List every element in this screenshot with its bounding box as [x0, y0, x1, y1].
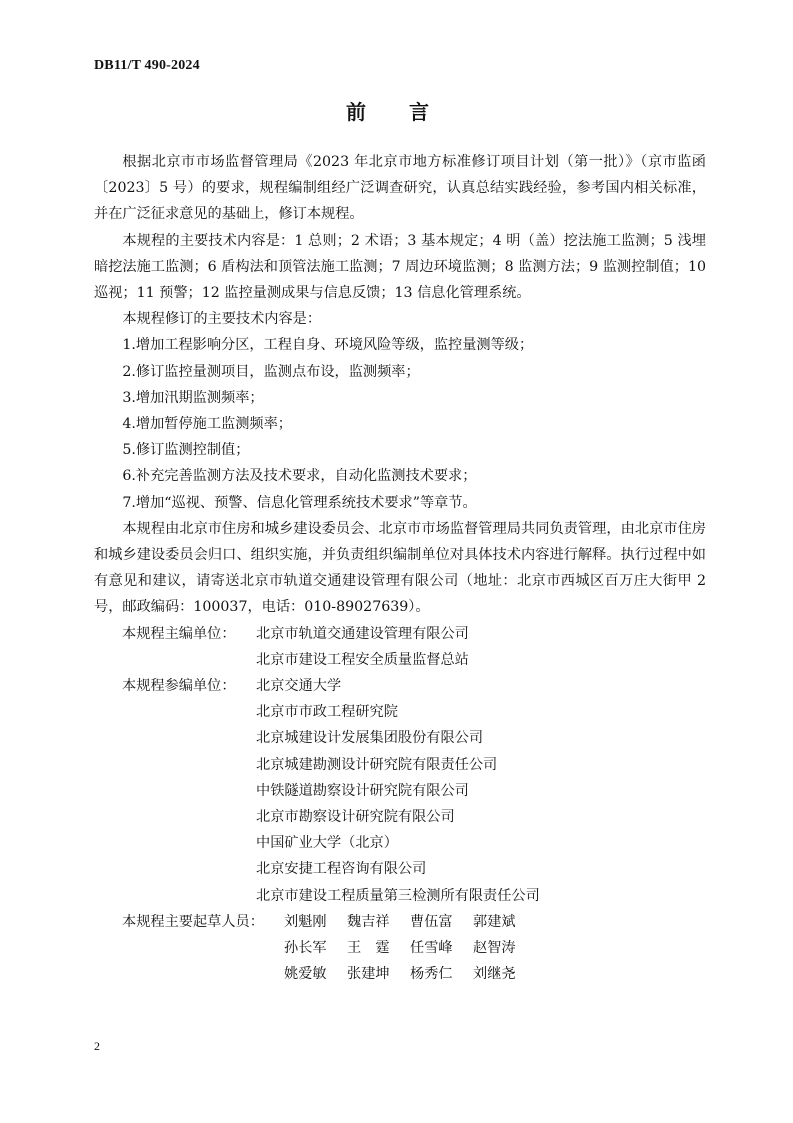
unit-name: 北京市轨道交通建设管理有限公司	[256, 625, 469, 642]
intro-paragraph: 根据北京市市场监督管理局《2023 年北京市地方标准修订项目计划（第一批）》（京市监函〔2023〕5 号）的要求，规程编制组经广泛调查研究，认真总结实践经验，参考国内相关标准，并在广泛征求意见的基础上，修订本规程。	[94, 154, 706, 223]
drafter-name: 王 霆	[347, 940, 390, 957]
unit-name: 北京城建勘测设计研究院有限责任公司	[256, 756, 498, 773]
unit-name: 中铁隧道勘察设计研究院有限公司	[256, 782, 469, 799]
drafter-name: 孙长军	[284, 940, 327, 957]
drafter-name: 刘继尧	[473, 966, 516, 983]
page-number: 2	[94, 1039, 100, 1053]
list-item: 3.增加汛期监测频率；	[122, 389, 264, 406]
page-title: 前 言	[346, 100, 447, 124]
list-item: 5.修订监测控制值；	[122, 442, 250, 459]
management-paragraph: 本规程由北京市住房和城乡建设委员会、北京市市场监督管理局共同负责管理，由北京市住房和城乡建设委员会归口、组织实施，并负责组织编制单位对具体技术内容进行解释。执行过程中如有意见和建议，请寄送北京市轨道交通建设管理有限公司（地址：北京市西城区百万庄大街甲 2 号，邮政编码：100037，电话：010-89027639）。	[94, 520, 706, 616]
drafter-name: 姚爱敏	[284, 966, 327, 983]
unit-name: 北京交通大学	[256, 678, 342, 695]
unit-name: 北京市建设工程质量第三检测所有限责任公司	[256, 887, 540, 904]
unit-name: 北京市建设工程安全质量监督总站	[256, 651, 469, 668]
drafter-name: 曹伍富	[410, 913, 453, 930]
content-paragraph: 本规程的主要技术内容是：1 总则；2 术语；3 基本规定；4 明（盖）挖法施工监测；5 浅埋暗挖法施工监测；6 盾构法和顶管法施工监测；7 周边环境监测；8 监测方法；9 监测控制值；10 巡视；11 预警；12 监控量测成果与信息反馈；13 信息化管理系统。	[94, 232, 706, 302]
drafter-name: 张建坤	[347, 966, 390, 983]
drafters	[94, 909, 706, 988]
chief-units-label: 本规程主编单位：	[122, 625, 236, 642]
unit-name: 中国矿业大学（北京）	[256, 835, 398, 852]
document-code: DB11/T 490-2024	[94, 58, 200, 73]
unit-name: 北京市勘察设计研究院有限公司	[256, 809, 455, 826]
participating-units	[94, 673, 706, 909]
document-body	[94, 149, 706, 988]
participating-units-label: 本规程参编单位：	[122, 678, 236, 695]
list-item: 1.增加工程影响分区，工程自身、环境风险等级，监控量测等级；	[122, 337, 534, 354]
chief-units	[94, 621, 706, 673]
drafters-label: 本规程主要起草人员：	[122, 913, 264, 930]
list-item: 4.增加暂停施工监测频率；	[122, 416, 292, 433]
list-item: 2.修订监控量测项目，监测点布设，监测频率；	[122, 363, 420, 380]
drafter-name: 任雪峰	[410, 940, 453, 957]
drafter-name: 魏吉祥	[347, 913, 390, 930]
unit-name: 北京城建设计发展集团股份有限公司	[256, 730, 484, 747]
revision-list	[94, 332, 706, 515]
drafter-name: 刘魁刚	[284, 913, 327, 930]
drafter-name: 杨秀仁	[410, 966, 453, 983]
list-item: 6.补充完善监测方法及技术要求，自动化监测技术要求；	[122, 468, 477, 485]
revision-intro: 本规程修订的主要技术内容是：	[122, 311, 322, 328]
drafter-name: 郭建斌	[473, 913, 516, 930]
unit-name: 北京安捷工程咨询有限公司	[256, 861, 427, 878]
drafter-name: 赵智涛	[473, 940, 516, 957]
unit-name: 北京市市政工程研究院	[256, 704, 398, 721]
list-item: 7.增加“巡视、预警、信息化管理系统技术要求”等章节。	[122, 494, 477, 511]
